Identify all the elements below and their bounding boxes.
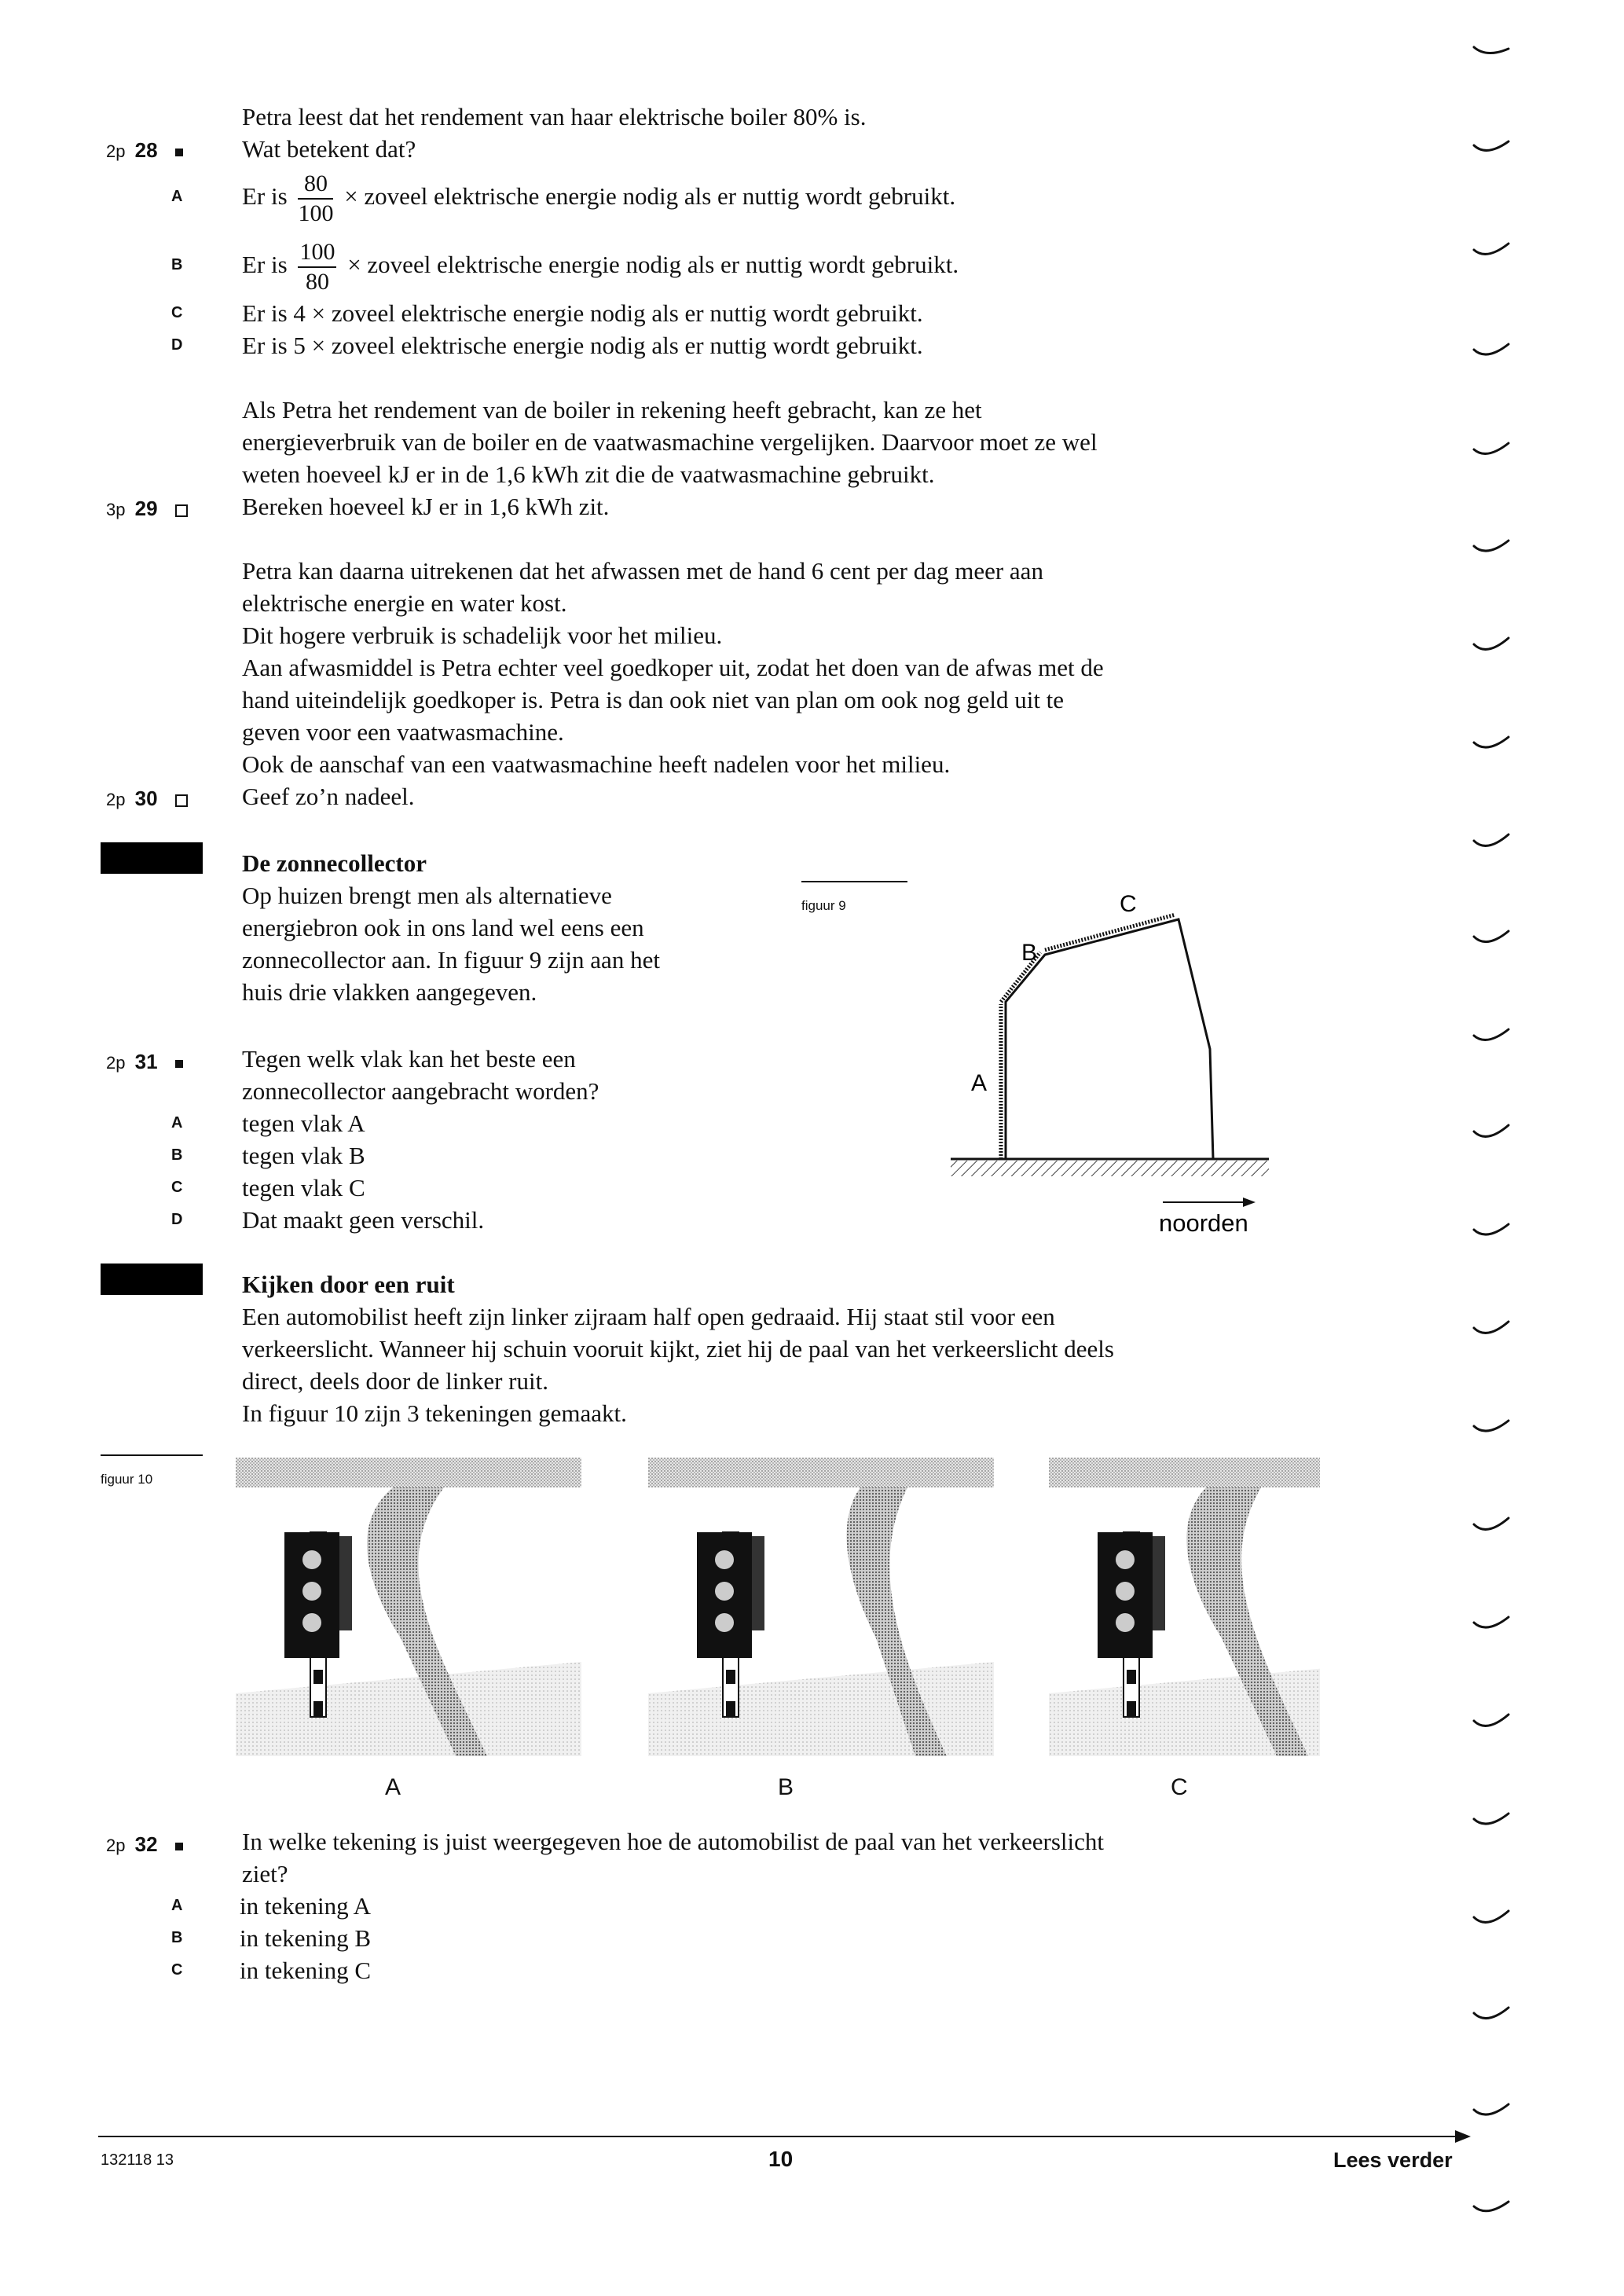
- check-mark-icon: [1474, 1518, 1509, 1529]
- q32-option-a: in tekening A: [240, 1892, 372, 1920]
- q30-intro-2: elektrische energie en water kost.: [242, 589, 567, 617]
- q31-stem-1: Tegen welk vlak kan het beste een: [242, 1045, 576, 1073]
- label-face-a: A: [971, 1070, 988, 1096]
- figure10-caption: figuur 10: [101, 1472, 153, 1487]
- drawing-a: [236, 1458, 581, 1756]
- q30-intro-3: Dit hogere verbruik is schadelijk voor het milieu.: [242, 622, 723, 649]
- north-arrow-head: [1243, 1198, 1256, 1207]
- panel-c-label: C: [1171, 1774, 1188, 1800]
- q28-option-d: Er is 5 × zoveel elektrische energie nodig als er nuttig wordt gebruikt.: [242, 332, 923, 359]
- q31-points: 2p: [106, 1053, 126, 1073]
- q32-stem-1: In welke tekening is juist weergegeven hoe de automobilist de paal van het verkeerslicht: [242, 1828, 1104, 1855]
- section1-line-4: huis drie vlakken aangegeven.: [242, 978, 537, 1006]
- q28-option-b-post: × zoveel elektrische energie nodig als er nuttig wordt gebruikt.: [347, 251, 959, 278]
- section2-line-3: direct, deels door de linker ruit.: [242, 1367, 548, 1395]
- q28-intro: Petra leest dat het rendement van haar elektrische boiler 80% is.: [242, 103, 867, 130]
- check-mark-icon: [1474, 1029, 1509, 1040]
- panel-a-label: A: [385, 1774, 401, 1800]
- section1-line-2: energiebron ook in ons land wel eens een: [242, 914, 644, 941]
- q28-option-b-pre: Er is: [242, 251, 288, 278]
- q31-option-d-letter: D: [171, 1211, 183, 1228]
- check-mark-icon: [1474, 244, 1509, 254]
- footer-next: Lees verder: [1333, 2148, 1453, 2172]
- section-bar: [101, 842, 203, 874]
- q28-option-b-letter: B: [171, 256, 183, 273]
- q28-option-a-pre: Er is: [242, 182, 288, 210]
- fraction-denominator: 80: [305, 268, 329, 295]
- q31-stem-2: zonnecollector aangebracht worden?: [242, 1077, 599, 1105]
- q29-intro-1: Als Petra het rendement van de boiler in rekening heeft gebracht, kan ze het: [242, 396, 982, 424]
- section1-title: De zonnecollector: [242, 849, 427, 877]
- figure9-rule: [801, 881, 907, 882]
- q29-intro-2: energieverbruik van de boiler en de vaatwasmachine vergelijken. Daarvoor moet ze wel: [242, 428, 1098, 456]
- q29-points: 3p: [106, 500, 126, 519]
- check-mark-icon: [1474, 834, 1509, 845]
- q32-number: [106, 1832, 183, 1857]
- q30-number: [106, 787, 188, 811]
- q28-num: 28: [134, 138, 158, 162]
- section1-line-1: Op huizen brengt men als alternatieve: [242, 882, 612, 909]
- q28-option-d-letter: D: [171, 336, 183, 354]
- q31-option-a-letter: A: [171, 1114, 183, 1131]
- q30-intro-7: Ook de aanschaf van een vaatwasmachine heeft nadelen voor het milieu.: [242, 750, 951, 778]
- footer-code: 132118 13: [101, 2151, 174, 2169]
- section2-line-4: In figuur 10 zijn 3 tekeningen gemaakt.: [242, 1399, 627, 1427]
- check-mark-icon: [1474, 141, 1509, 150]
- label-face-c: C: [1120, 891, 1137, 917]
- q30-num: 30: [134, 787, 158, 810]
- q28-option-a-post: × zoveel elektrische energie nodig als er nuttig wordt gebruikt.: [344, 182, 956, 210]
- q28-option-b: [242, 233, 959, 296]
- check-mark-icon: [1474, 1814, 1509, 1824]
- q31-option-b: tegen vlak B: [242, 1142, 365, 1169]
- q31-num: 31: [134, 1050, 158, 1073]
- grading-check-marks: [1468, 31, 1523, 2232]
- ground-hatch: [951, 1161, 1269, 1176]
- check-mark-icon: [1474, 638, 1509, 649]
- q28-option-c: Er is 4 × zoveel elektrische energie nodig als er nuttig wordt gebruikt.: [242, 299, 923, 327]
- q30-intro-6: geven voor een vaatwasmachine.: [242, 718, 564, 746]
- check-mark-icon: [1474, 2104, 1509, 2114]
- q32-marker: [175, 1843, 183, 1850]
- footer-rule: [98, 2136, 1461, 2137]
- q28-stem: Wat betekent dat?: [242, 135, 416, 163]
- q28-option-c-letter: C: [171, 304, 183, 321]
- check-mark-icon: [1474, 1224, 1509, 1234]
- q31-option-d: Dat maakt geen verschil.: [242, 1206, 485, 1234]
- check-mark-icon: [1474, 47, 1509, 53]
- q32-option-a-letter: A: [171, 1897, 183, 1914]
- figure10-rule: [101, 1454, 203, 1456]
- q32-points: 2p: [106, 1836, 126, 1855]
- q29-marker: [175, 504, 188, 517]
- q29-intro-3: weten hoeveel kJ er in de 1,6 kWh zit die de vaatwasmachine gebruikt.: [242, 460, 935, 488]
- q31-option-a: tegen vlak A: [242, 1109, 365, 1137]
- q30-marker: [175, 794, 188, 807]
- q32-stem-2: ziet?: [242, 1860, 288, 1887]
- q28-option-a-fraction: [298, 172, 333, 226]
- q29-number: [106, 497, 188, 521]
- drawing-c: [1049, 1458, 1320, 1756]
- check-mark-icon: [1474, 931, 1509, 942]
- check-mark-icon: [1474, 443, 1509, 453]
- page-number: 10: [768, 2147, 794, 2171]
- q28-number: [106, 138, 183, 163]
- figure9-caption: figuur 9: [801, 898, 846, 913]
- q31-marker: [175, 1060, 183, 1068]
- q29-stem: Bereken hoeveel kJ er in 1,6 kWh zit.: [242, 493, 610, 520]
- section-bar: [101, 1264, 203, 1295]
- face-c-shade: [1045, 915, 1175, 950]
- check-mark-icon: [1474, 1322, 1509, 1333]
- check-mark-icon: [1474, 737, 1509, 747]
- check-mark-icon: [1474, 2202, 1509, 2211]
- fraction-numerator: 100: [298, 240, 336, 268]
- q28-option-a-letter: A: [171, 188, 183, 205]
- check-mark-icon: [1474, 344, 1509, 354]
- check-mark-icon: [1474, 1911, 1509, 1922]
- q31-number: [106, 1050, 183, 1074]
- check-mark-icon: [1474, 1421, 1509, 1431]
- section2-line-2: verkeerslicht. Wanneer hij schuin vooruit kijkt, ziet hij de paal van het verkeerslicht deels: [242, 1335, 1114, 1363]
- q28-option-a: [242, 165, 955, 228]
- fraction-numerator: 80: [298, 172, 333, 200]
- check-mark-icon: [1474, 1125, 1509, 1136]
- q32-option-b: in tekening B: [240, 1924, 372, 1952]
- drawing-b: [648, 1458, 994, 1756]
- north-label: noorden: [1159, 1209, 1248, 1237]
- fraction-denominator: 100: [298, 200, 334, 226]
- q30-points: 2p: [106, 790, 126, 809]
- check-mark-icon: [1474, 1617, 1509, 1627]
- q31-option-b-letter: B: [171, 1146, 183, 1164]
- panel-b-label: B: [778, 1774, 794, 1800]
- q28-option-b-fraction: [298, 240, 336, 294]
- section2-title: Kijken door een ruit: [242, 1271, 455, 1298]
- q30-intro-5: hand uiteindelijk goedkoper is. Petra is dan ook niet van plan om ook nog geld uit te: [242, 686, 1065, 713]
- section1-line-3: zonnecollector aan. In figuur 9 zijn aan het: [242, 946, 660, 974]
- figure9-house-diagram: [927, 880, 1273, 1242]
- check-mark-icon: [1474, 1715, 1509, 1726]
- q32-option-b-letter: B: [171, 1929, 183, 1946]
- q30-intro-4: Aan afwasmiddel is Petra echter veel goedkoper uit, zodat het doen van de afwas met de: [242, 654, 1104, 681]
- figure10-drawings: [236, 1458, 1320, 1764]
- q30-intro-1: Petra kan daarna uitrekenen dat het afwassen met de hand 6 cent per dag meer aan: [242, 557, 1043, 585]
- q31-option-c-letter: C: [171, 1179, 183, 1196]
- q32-option-c: in tekening C: [240, 1957, 372, 1984]
- check-mark-icon: [1474, 2008, 1509, 2019]
- section2-line-1: Een automobilist heeft zijn linker zijraam half open gedraaid. Hij staat stil voor een: [242, 1303, 1055, 1330]
- q28-marker: [175, 149, 183, 156]
- label-face-b: B: [1021, 940, 1038, 966]
- q32-option-c-letter: C: [171, 1961, 183, 1979]
- q32-num: 32: [134, 1832, 158, 1856]
- q29-num: 29: [134, 497, 158, 520]
- check-mark-icon: [1474, 541, 1509, 551]
- q28-points: 2p: [106, 141, 126, 161]
- q31-option-c: tegen vlak C: [242, 1174, 365, 1201]
- q30-stem: Geef zo’n nadeel.: [242, 783, 415, 810]
